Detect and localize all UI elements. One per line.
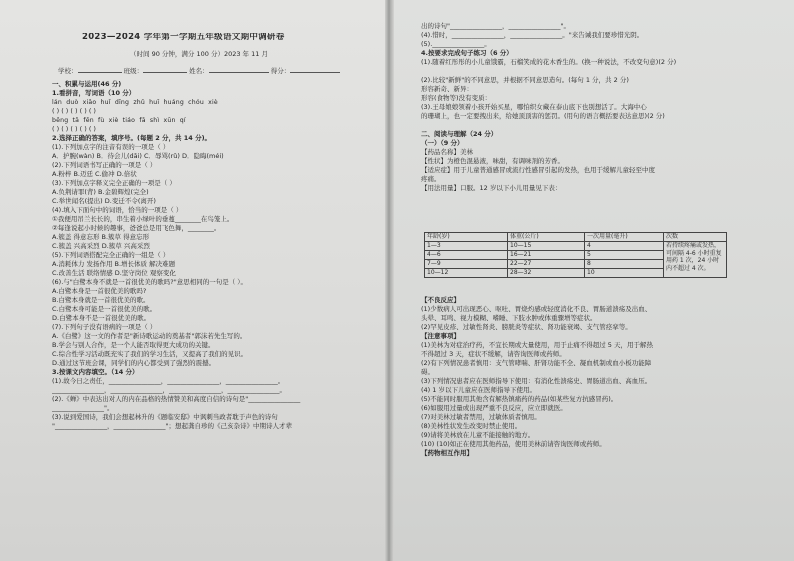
text-line: A.白鹭本身是一首很优美的歌吗? <box>52 287 147 295</box>
text-line: (2)罕见皮疹、过敏性肾炎、膀胱炎等症状、肾功能衰竭、支气管痉挛等。 <box>421 323 632 331</box>
text-line: ①我便用吊兰长长的，串生着小绿叶的垂蔓________在鸟笼上。 <box>52 215 234 223</box>
text-line: (1).下列加点字的注音有误的一项是（ ） <box>52 143 170 151</box>
text-line: "________________，________________"；想起龚自珍的《己亥杂诗》中期诗人才辈 <box>52 422 292 430</box>
text-line: 【药品名称】美林 <box>421 148 473 156</box>
text-line: 【药物相互作用】 <box>421 449 473 457</box>
table-cell: 22—27 <box>508 260 585 269</box>
text-line: ②每逢说起小时候的趣事，爸爸总是用飞色舞，________。 <box>52 224 221 232</box>
table-cell: 10—15 <box>508 242 585 251</box>
exam-subtitle <box>130 50 268 59</box>
text-line: (6).与"白鹭本身不就是一首很优美的歌吗?"意思相同的一句是（ ）。 <box>52 278 248 286</box>
dosage-note: 若持续疼痛或发热，可间隔 4-6 小时重复用药 1 次，24 小时内不超过 4 次。 <box>664 242 727 278</box>
text-line: 3.按课文内容填空。（14 分） <box>52 368 139 376</box>
text-line: A.簇盖 得意忘形 B.簇草 得意忘形 <box>52 233 150 241</box>
text-line: 【不良反应】 <box>421 296 460 304</box>
text-line: (5).下列词语搭配完全正确的一组是（ ） <box>52 251 170 259</box>
text-line: bēng tā fēn fù xiè tiáo fā shì xūn qí <box>52 117 186 124</box>
text-line: (3).说到爱国诗，我们会想起林升的《题临安邸》中讽刺当政者耽于声色的诗句 <box>52 413 278 421</box>
text-line: C.白鹭本身可能是一首很优美的歌。 <box>52 305 157 313</box>
text-line: ________________"。 <box>52 404 114 412</box>
book-spine <box>385 0 394 561</box>
text-line: (2).《蝉》中表达出对人的内在品格的热情赞美和高度自信的诗句是"________________ <box>52 395 301 403</box>
score-field[interactable] <box>290 66 340 73</box>
text-line: B.学会与别人合作，是一个人能否取得更大成功的关键。 <box>52 341 215 349</box>
text-line: 4.按要求完成句子练习（6 分） <box>421 49 513 57</box>
text-line: (4).惜时，________________，________________。"来告诫我们要珍惜光阴。 <box>421 31 644 39</box>
score-label: 得分： <box>270 67 291 75</box>
text-line: A.消耗体力 发扬作用 B.增长体质 解决难题 <box>52 260 176 268</box>
right-questions-top <box>421 22 787 193</box>
table-cell: 5 <box>585 251 664 260</box>
text-line: 2.选择正确的答案，填序号。(每题 2 分，共 14 分)。 <box>52 134 212 142</box>
text-line: (1)美林为对症治疗药，不宜长期或大量使用，用于止痛不得超过 5 天，用于解热 <box>421 341 653 349</box>
text-line: (3)下列情况患者应在医师指导下使用：有消化性溃疡史、胃肠道出血、高血压。 <box>421 377 652 385</box>
table-cell: 4 <box>585 242 664 251</box>
text-line: (4).填入下面句中的词语，恰当的一项是（ ） <box>52 206 183 214</box>
table-cell: 10—12 <box>425 269 508 278</box>
header-weight: 体重(公斤) <box>508 233 585 242</box>
title-text: 2023—2024 学年第一学期五年级语文期中调研卷 <box>82 33 285 42</box>
text-line: 形容新奇、新异： <box>421 85 473 93</box>
school-label: 学校： <box>58 67 78 75</box>
text-line: (3).王母娘娘领着小孩开始买星，哪怕织女藏在泰山底下也别想活了。大海中心 <box>421 103 647 111</box>
exam-title <box>82 33 285 42</box>
dosage-table <box>424 232 727 278</box>
text-line: (10) (10)如正在使用其他药品，使用美林前请咨询医师或药师。 <box>421 440 606 448</box>
subtitle-text: （时间 90 分钟，满分 100 分）2023 年 11 月 <box>130 50 268 58</box>
text-line: (1).随着红彤彤的小儿童饿霸，石榴笑成的花木香生的。(换一种说法，不改变句意)(2 分) <box>421 58 677 66</box>
text-line: D.通过这节班会课，同学们的内心都受到了强烈的震撼。 <box>52 359 216 367</box>
text-line: A.《白鹭》这一文的作者是"新诗歌运动的奠基者"郭沫若先生写的。 <box>52 332 247 340</box>
text-line: 【适应症】用于儿童普通感冒或流行性感冒引起的发热，也用于缓解儿童轻至中度 <box>421 166 655 174</box>
text-line <box>421 121 787 130</box>
text-line: (7)对美林过敏者禁用，过敏体质者慎用。 <box>421 413 541 421</box>
text-line: 出的诗句"________________，________________"。 <box>421 22 570 30</box>
table-cell: 7—9 <box>425 260 508 269</box>
dosage-header-row <box>425 233 727 242</box>
text-line: 碍。 <box>421 368 434 376</box>
text-line: B.白鹭本身就是一首很优美的歌。 <box>52 296 150 304</box>
text-line: 【注意事项】 <box>421 332 460 340</box>
text-line: 1.看拼音，写词语（10 分） <box>52 89 136 97</box>
table-row <box>425 242 727 251</box>
text-line: (2).比较"新鲜"的不同意思，并根据不同意思造句。(每句 1 分，共 2 分) <box>421 76 629 84</box>
class-field[interactable] <box>143 66 187 73</box>
student-info-row <box>58 66 340 75</box>
header-age: 年龄(岁) <box>425 233 508 242</box>
text-line: 头晕、耳鸣、视力模糊、嗜睡、下肢水肿或体重骤增等症状。 <box>421 314 597 322</box>
text-line: (3).下列加点字释义完全正确的一项是（ ） <box>52 179 176 187</box>
text-line: (1)少数病人可出现恶心、呕吐、胃烧灼感或轻度消化不良、胃肠道溃疡及出血、 <box>421 305 652 313</box>
text-line: 二、阅读与理解（24 分） <box>421 130 498 138</box>
text-line: 形容(食物等)没有变质： <box>421 94 492 102</box>
text-line: 疼痛。 <box>421 175 441 183</box>
left-questions <box>52 80 382 431</box>
text-line <box>421 67 787 76</box>
text-line: (6)如服用过量或出现严重不良反应，应立即就医。 <box>421 404 567 412</box>
text-line: ________________，________________，________________，________________。 <box>52 386 286 394</box>
text-line: 一、积累与运用(46 分) <box>52 80 122 88</box>
right-questions-bottom <box>421 296 787 458</box>
name-field[interactable] <box>209 66 269 73</box>
table-cell: 8 <box>585 260 664 269</box>
table-cell: 1—3 <box>425 242 508 251</box>
text-line: (9)请将美林放在儿童不能接触的地方。 <box>421 431 535 439</box>
text-line: C.簇盖 兴高采烈 D.簇草 兴高采烈 <box>52 242 150 250</box>
text-line: (5).________________。 <box>421 40 491 48</box>
header-times: 次数 <box>664 233 727 242</box>
text-line: (5)不能同时服用其他含有解热镇痛药的药品(如某些复方抗感冒药)。 <box>421 395 618 403</box>
table-cell: 28—32 <box>508 269 585 278</box>
text-line: (2)有下列情况患者慎用：支气管哮喘、肝肾功能不全、凝血机制或血小板功能障 <box>421 359 652 367</box>
text-line: 【性状】为橙色混悬液，味甜，有调味剂的芳香。 <box>421 157 564 165</box>
text-line: C.举世闻名(提出) D.变迁不令(离开) <box>52 197 156 205</box>
text-line: A．护腕(wàn) B．待会儿(dāi) C．辱骂(rǔ) D．隐晦(méi) <box>52 152 224 160</box>
name-label: 姓名： <box>189 67 209 75</box>
text-line: 不得超过 3 天，症状不缓解，请咨询医师或药师。 <box>421 350 566 358</box>
text-line: 【用法用量】口服。12 岁以下小儿用量见下表： <box>421 184 562 192</box>
exam-right-page <box>391 0 794 561</box>
text-line: ( ) ( ) ( ) ( ) ( ) <box>52 107 96 115</box>
text-line: lán duò xiāo huǐ dīng zhǔ huī huáng chóu xiè <box>52 99 218 106</box>
text-line: (7).下列句子没有语病的一项是（ ） <box>52 323 157 331</box>
text-line: C.综合性学习活动既充实了我们的学习生活，又提高了我们的见识。 <box>52 350 248 358</box>
school-field[interactable] <box>78 66 122 73</box>
text-line: A.负荆请罪(背) B.金碧辉煌(完全) <box>52 188 149 196</box>
class-label: 班级： <box>123 67 144 75</box>
table-cell: 16—21 <box>508 251 585 260</box>
text-line: C.改善生活 联络情感 D.坚守岗位 观察变化 <box>52 269 176 277</box>
text-line: （一）（9 分） <box>421 139 464 147</box>
text-line: 的珊瑚上，也一定要拽出来，给她顶顶害的惩罚。(用句的语言概括要表达意思)(2 分) <box>421 112 665 120</box>
text-line: (2).下列词语书写正确的一项是（ ） <box>52 161 157 169</box>
text-line: A.粉梓 B.迈廷 C.偷冲 D.倍状 <box>52 170 137 178</box>
text-line: (1).故今日之责任，________________，________________，________________。 <box>52 377 285 385</box>
table-cell: 4—6 <box>425 251 508 260</box>
text-line: (4) 1 岁以下儿童应在医师指导下使用。 <box>421 386 536 394</box>
table-cell: 10 <box>585 269 664 278</box>
text-line: (8)美林性状发生改变时禁止使用。 <box>421 422 522 430</box>
text-line: D.白鹭本身不是一首很优美的歌。 <box>52 314 151 322</box>
text-line: ( ) ( ) ( ) ( ) ( ) <box>52 125 96 133</box>
exam-left-page <box>0 0 389 561</box>
header-dose: 一次用量(毫升) <box>585 233 664 242</box>
